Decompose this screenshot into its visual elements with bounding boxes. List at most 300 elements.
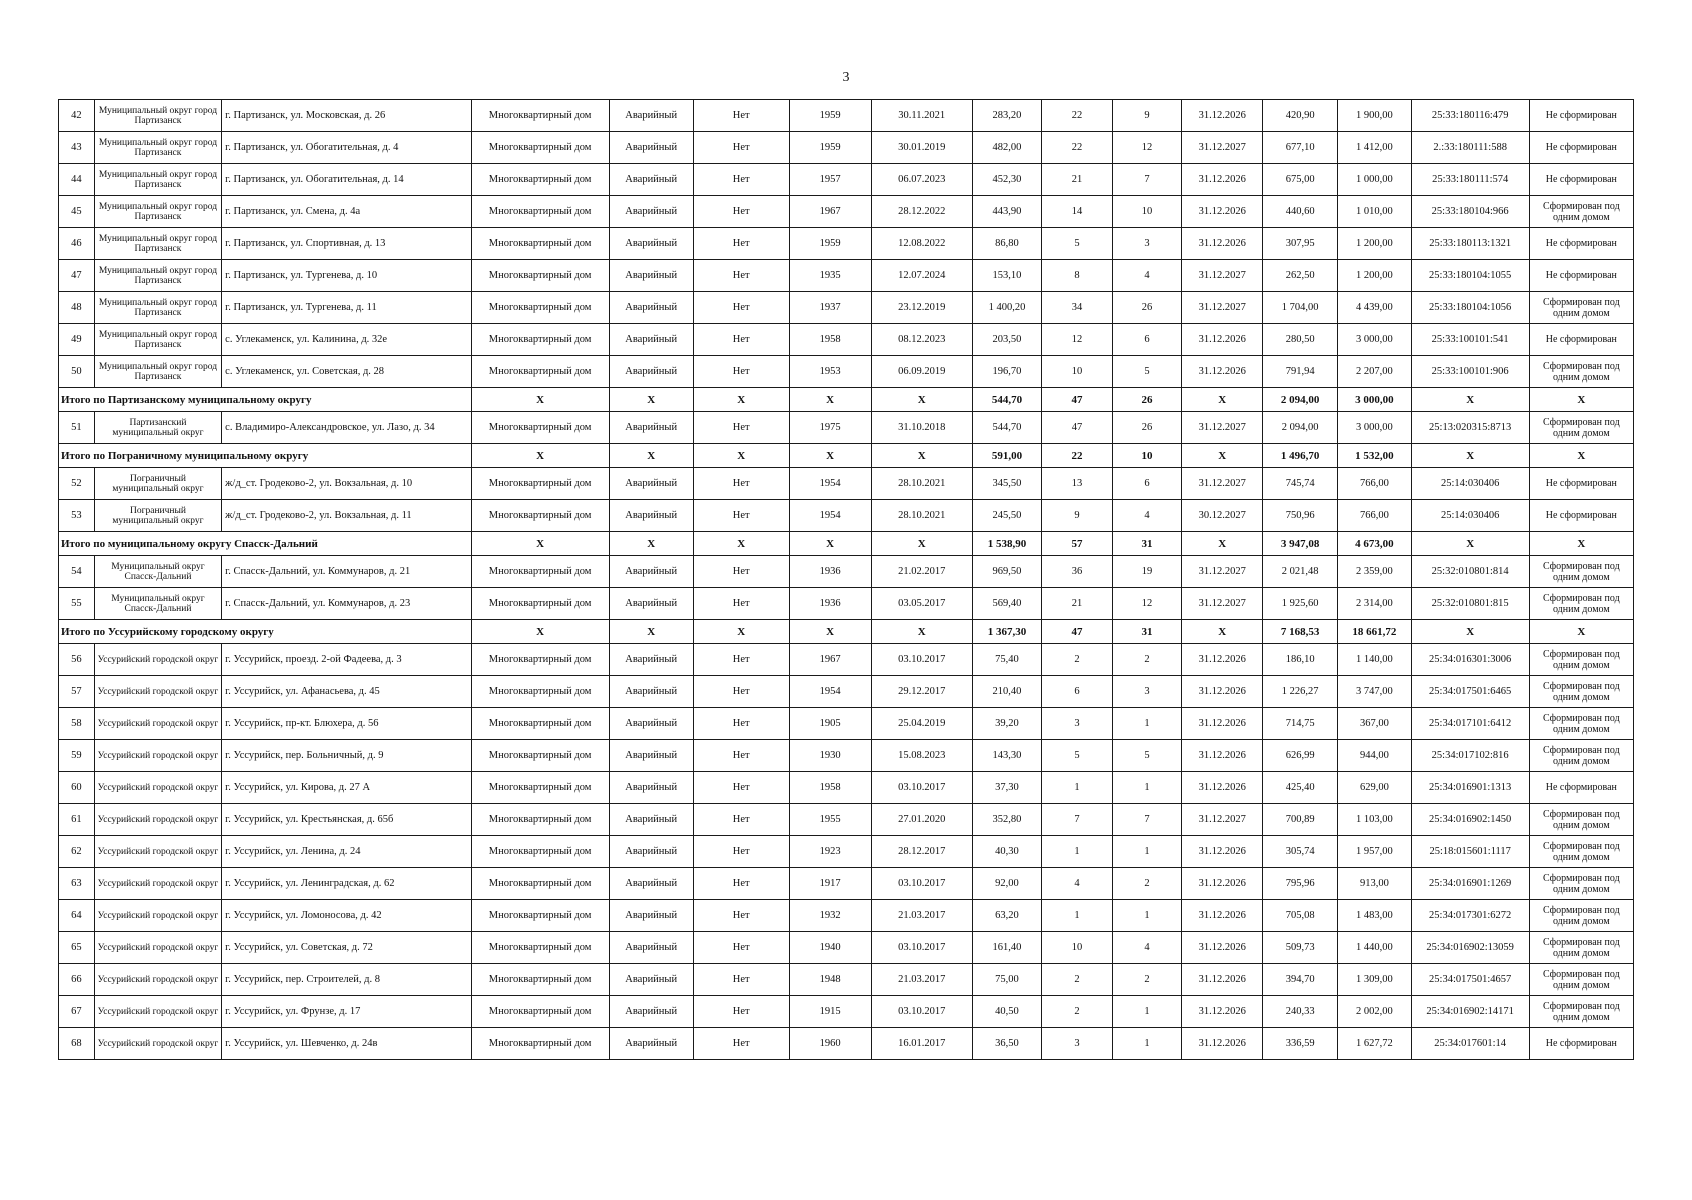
cell-planned-date: 31.12.2026 (1182, 356, 1263, 388)
cell-residents: 8 (1042, 260, 1113, 292)
subtotal-cadastral-x: X (1411, 620, 1529, 644)
cell-address: г. Партизанск, ул. Спортивная, д. 13 (222, 228, 472, 260)
cell-flag: Нет (693, 964, 789, 996)
cell-area-resettle: 305,74 (1263, 836, 1338, 868)
cell-area-resettle: 677,10 (1263, 132, 1338, 164)
cell-address: г. Уссурийск, ул. Ленина, д. 24 (222, 836, 472, 868)
subtotal-residents-total: 22 (1042, 444, 1113, 468)
cell-planned-date: 30.12.2027 (1182, 500, 1263, 532)
cell-recognition-date: 03.10.2017 (871, 644, 972, 676)
cell-municipality: Муниципальный округ город Партизанск (94, 324, 221, 356)
cell-apartments: 4 (1112, 500, 1181, 532)
cell-cost: 3 747,00 (1338, 676, 1412, 708)
cell-house-type: Многоквартирный дом (471, 740, 609, 772)
cell-address: г. Уссурийск, пер. Строителей, д. 8 (222, 964, 472, 996)
cell-address: г. Уссурийск, пер. Больничный, д. 9 (222, 740, 472, 772)
subtotal-flag-x: X (693, 532, 789, 556)
cell-recognition-date: 08.12.2023 (871, 324, 972, 356)
cell-address: г. Партизанск, ул. Смена, д. 4а (222, 196, 472, 228)
subtotal-date-x: X (871, 532, 972, 556)
cell-residents: 2 (1042, 996, 1113, 1028)
cell-year-built: 1954 (789, 676, 871, 708)
cell-house-type: Многоквартирный дом (471, 1028, 609, 1060)
cell-residents: 2 (1042, 644, 1113, 676)
cell-row-number: 62 (59, 836, 95, 868)
cell-cadastral-number: 25:32:010801:814 (1411, 556, 1529, 588)
cell-cost: 1 000,00 (1338, 164, 1412, 196)
cell-area-resettle: 307,95 (1263, 228, 1338, 260)
cell-condition: Аварийный (609, 292, 693, 324)
cell-recognition-date: 29.12.2017 (871, 676, 972, 708)
cell-cost: 944,00 (1338, 740, 1412, 772)
subtotal-area-resettle-total: 2 094,00 (1263, 388, 1338, 412)
cell-apartments: 6 (1112, 468, 1181, 500)
cell-residents: 10 (1042, 356, 1113, 388)
cell-cadastral-number: 25:13:020315:8713 (1411, 412, 1529, 444)
cell-area-resettle: 705,08 (1263, 900, 1338, 932)
cell-apartments: 12 (1112, 132, 1181, 164)
cell-condition: Аварийный (609, 324, 693, 356)
cell-row-number: 50 (59, 356, 95, 388)
cell-row-number: 54 (59, 556, 95, 588)
table-row (59, 260, 1634, 292)
cell-municipality: Муниципальный округ город Партизанск (94, 292, 221, 324)
cell-land-status: Сформирован под одним домом (1529, 900, 1633, 932)
cell-planned-date: 31.12.2026 (1182, 964, 1263, 996)
cell-address: г. Партизанск, ул. Тургенева, д. 10 (222, 260, 472, 292)
cell-cost: 3 000,00 (1338, 412, 1412, 444)
cell-condition: Аварийный (609, 964, 693, 996)
cell-residents: 1 (1042, 900, 1113, 932)
cell-cost: 2 359,00 (1338, 556, 1412, 588)
cell-planned-date: 31.12.2026 (1182, 868, 1263, 900)
subtotal-year-x: X (789, 444, 871, 468)
table-row (59, 468, 1634, 500)
subtotal-residents-total: 47 (1042, 388, 1113, 412)
cell-cost: 1 309,00 (1338, 964, 1412, 996)
table-row (59, 740, 1634, 772)
cell-area: 153,10 (972, 260, 1041, 292)
cell-apartments: 12 (1112, 588, 1181, 620)
cell-flag: Нет (693, 836, 789, 868)
cell-condition: Аварийный (609, 412, 693, 444)
table-row (59, 708, 1634, 740)
cell-municipality: Муниципальный округ Спасск-Дальний (94, 588, 221, 620)
cell-apartments: 2 (1112, 644, 1181, 676)
cell-row-number: 66 (59, 964, 95, 996)
page-number: 3 (842, 70, 850, 85)
cell-area: 40,30 (972, 836, 1041, 868)
cell-area: 544,70 (972, 412, 1041, 444)
cell-residents: 5 (1042, 228, 1113, 260)
table-row (59, 868, 1634, 900)
subtotal-apartments-total: 10 (1112, 444, 1181, 468)
cell-recognition-date: 25.04.2019 (871, 708, 972, 740)
cell-area-resettle: 714,75 (1263, 708, 1338, 740)
cell-cost: 1 103,00 (1338, 804, 1412, 836)
subtotal-residents-total: 47 (1042, 620, 1113, 644)
cell-recognition-date: 31.10.2018 (871, 412, 972, 444)
cell-cadastral-number: 25:34:016902:1450 (1411, 804, 1529, 836)
cell-area-resettle: 626,99 (1263, 740, 1338, 772)
subtotal-row (59, 444, 1634, 468)
cell-house-type: Многоквартирный дом (471, 708, 609, 740)
cell-address: г. Партизанск, ул. Московская, д. 26 (222, 100, 472, 132)
cell-house-type: Многоквартирный дом (471, 260, 609, 292)
subtotal-date-x: X (871, 620, 972, 644)
cell-flag: Нет (693, 772, 789, 804)
cell-cost: 1 200,00 (1338, 260, 1412, 292)
cell-address: г. Уссурийск, ул. Советская, д. 72 (222, 932, 472, 964)
cell-land-status: Сформирован под одним домом (1529, 588, 1633, 620)
cell-flag: Нет (693, 588, 789, 620)
cell-planned-date: 31.12.2026 (1182, 996, 1263, 1028)
subtotal-flag-x: X (693, 444, 789, 468)
cell-row-number: 52 (59, 468, 95, 500)
cell-flag: Нет (693, 356, 789, 388)
cell-address: г. Уссурийск, ул. Афанасьева, д. 45 (222, 676, 472, 708)
cell-land-status: Не сформирован (1529, 100, 1633, 132)
cell-land-status: Сформирован под одним домом (1529, 740, 1633, 772)
cell-municipality: Муниципальный округ город Партизанск (94, 196, 221, 228)
subtotal-cost-total: 4 673,00 (1338, 532, 1412, 556)
cell-cost: 1 900,00 (1338, 100, 1412, 132)
cell-apartments: 9 (1112, 100, 1181, 132)
cell-apartments: 1 (1112, 772, 1181, 804)
cell-condition: Аварийный (609, 836, 693, 868)
cell-cadastral-number: 25:14:030406 (1411, 468, 1529, 500)
cell-residents: 3 (1042, 708, 1113, 740)
table-row (59, 932, 1634, 964)
subtotal-plan-x: X (1182, 444, 1263, 468)
table-row (59, 100, 1634, 132)
cell-house-type: Многоквартирный дом (471, 644, 609, 676)
cell-residents: 5 (1042, 740, 1113, 772)
table-row (59, 292, 1634, 324)
cell-land-status: Сформирован под одним домом (1529, 676, 1633, 708)
cell-planned-date: 31.12.2026 (1182, 228, 1263, 260)
cell-residents: 36 (1042, 556, 1113, 588)
cell-address: г. Уссурийск, ул. Ленинградская, д. 62 (222, 868, 472, 900)
cell-planned-date: 31.12.2026 (1182, 100, 1263, 132)
cell-planned-date: 31.12.2026 (1182, 676, 1263, 708)
cell-cadastral-number: 25:34:016902:14171 (1411, 996, 1529, 1028)
cell-condition: Аварийный (609, 556, 693, 588)
cell-planned-date: 31.12.2027 (1182, 804, 1263, 836)
cell-planned-date: 31.12.2026 (1182, 932, 1263, 964)
cell-land-status: Не сформирован (1529, 132, 1633, 164)
cell-year-built: 1917 (789, 868, 871, 900)
cell-area-resettle: 262,50 (1263, 260, 1338, 292)
table-row (59, 356, 1634, 388)
cell-recognition-date: 28.10.2021 (871, 468, 972, 500)
cell-condition: Аварийный (609, 644, 693, 676)
cell-condition: Аварийный (609, 260, 693, 292)
cell-house-type: Многоквартирный дом (471, 676, 609, 708)
cell-municipality: Уссурийский городской округ (94, 932, 221, 964)
cell-planned-date: 31.12.2026 (1182, 164, 1263, 196)
cell-year-built: 1935 (789, 260, 871, 292)
cell-area-resettle: 394,70 (1263, 964, 1338, 996)
cell-residents: 21 (1042, 588, 1113, 620)
cell-land-status: Сформирован под одним домом (1529, 412, 1633, 444)
cell-area: 969,50 (972, 556, 1041, 588)
cell-row-number: 67 (59, 996, 95, 1028)
cell-municipality: Уссурийский городской округ (94, 1028, 221, 1060)
cell-row-number: 48 (59, 292, 95, 324)
table-row (59, 500, 1634, 532)
subtotal-plan-x: X (1182, 532, 1263, 556)
cell-year-built: 1905 (789, 708, 871, 740)
cell-cadastral-number: 25:34:017101:6412 (1411, 708, 1529, 740)
cell-planned-date: 31.12.2026 (1182, 324, 1263, 356)
cell-row-number: 68 (59, 1028, 95, 1060)
subtotal-label: Итого по Партизанскому муниципальному округу (59, 388, 472, 412)
cell-apartments: 3 (1112, 228, 1181, 260)
cell-year-built: 1940 (789, 932, 871, 964)
cell-flag: Нет (693, 132, 789, 164)
subtotal-cond-x: X (609, 620, 693, 644)
cell-house-type: Многоквартирный дом (471, 324, 609, 356)
cell-address: г. Партизанск, ул. Тургенева, д. 11 (222, 292, 472, 324)
cell-cadastral-number: 25:33:100101:906 (1411, 356, 1529, 388)
cell-planned-date: 31.12.2027 (1182, 556, 1263, 588)
cell-area-resettle: 280,50 (1263, 324, 1338, 356)
cell-recognition-date: 15.08.2023 (871, 740, 972, 772)
cell-municipality: Муниципальный округ Спасск-Дальний (94, 556, 221, 588)
cell-area: 203,50 (972, 324, 1041, 356)
cell-address: с. Углекаменск, ул. Калинина, д. 32е (222, 324, 472, 356)
cell-cadastral-number: 25:32:010801:815 (1411, 588, 1529, 620)
cell-land-status: Сформирован под одним домом (1529, 868, 1633, 900)
cell-address: г. Уссурийск, проезд. 2-ой Фадеева, д. 3 (222, 644, 472, 676)
cell-apartments: 4 (1112, 932, 1181, 964)
cell-cadastral-number: 25:34:016901:1313 (1411, 772, 1529, 804)
cell-residents: 22 (1042, 100, 1113, 132)
cell-condition: Аварийный (609, 932, 693, 964)
cell-house-type: Многоквартирный дом (471, 996, 609, 1028)
subtotal-plan-x: X (1182, 388, 1263, 412)
cell-land-status: Не сформирован (1529, 260, 1633, 292)
cell-house-type: Многоквартирный дом (471, 836, 609, 868)
subtotal-flag-x: X (693, 388, 789, 412)
subtotal-cadastral-x: X (1411, 388, 1529, 412)
subtotal-area-total: 1 538,90 (972, 532, 1041, 556)
cell-planned-date: 31.12.2026 (1182, 900, 1263, 932)
subtotal-area-total: 591,00 (972, 444, 1041, 468)
cell-area: 482,00 (972, 132, 1041, 164)
cell-area-resettle: 440,60 (1263, 196, 1338, 228)
cell-municipality: Уссурийский городской округ (94, 644, 221, 676)
cell-area-resettle: 336,59 (1263, 1028, 1338, 1060)
cell-cost: 766,00 (1338, 500, 1412, 532)
cell-year-built: 1975 (789, 412, 871, 444)
cell-planned-date: 31.12.2026 (1182, 644, 1263, 676)
cell-flag: Нет (693, 468, 789, 500)
cell-row-number: 49 (59, 324, 95, 356)
cell-year-built: 1959 (789, 228, 871, 260)
cell-condition: Аварийный (609, 356, 693, 388)
cell-condition: Аварийный (609, 1028, 693, 1060)
cell-address: г. Партизанск, ул. Обогатительная, д. 4 (222, 132, 472, 164)
cell-residents: 6 (1042, 676, 1113, 708)
cell-cost: 766,00 (1338, 468, 1412, 500)
cell-municipality: Уссурийский городской округ (94, 772, 221, 804)
cell-area-resettle: 1 704,00 (1263, 292, 1338, 324)
cell-land-status: Не сформирован (1529, 324, 1633, 356)
cell-apartments: 1 (1112, 900, 1181, 932)
cell-residents: 4 (1042, 868, 1113, 900)
subtotal-apartments-total: 31 (1112, 532, 1181, 556)
cell-recognition-date: 21.03.2017 (871, 964, 972, 996)
table-body (59, 100, 1634, 1060)
cell-area-resettle: 745,74 (1263, 468, 1338, 500)
subtotal-year-x: X (789, 620, 871, 644)
subtotal-cadastral-x: X (1411, 444, 1529, 468)
cell-municipality: Уссурийский городской округ (94, 996, 221, 1028)
cell-flag: Нет (693, 804, 789, 836)
cell-flag: Нет (693, 644, 789, 676)
cell-municipality: Уссурийский городской округ (94, 964, 221, 996)
cell-flag: Нет (693, 556, 789, 588)
cell-row-number: 59 (59, 740, 95, 772)
cell-municipality: Муниципальный округ город Партизанск (94, 164, 221, 196)
cell-house-type: Многоквартирный дом (471, 772, 609, 804)
cell-planned-date: 31.12.2026 (1182, 1028, 1263, 1060)
cell-cost: 1 412,00 (1338, 132, 1412, 164)
cell-recognition-date: 03.05.2017 (871, 588, 972, 620)
cell-address: ж/д_ст. Гродеково-2, ул. Вокзальная, д. 10 (222, 468, 472, 500)
cell-apartments: 26 (1112, 292, 1181, 324)
cell-condition: Аварийный (609, 100, 693, 132)
cell-cadastral-number: 25:34:017301:6272 (1411, 900, 1529, 932)
subtotal-label: Итого по муниципальному округу Спасск-Дальний (59, 532, 472, 556)
cell-municipality: Партизанский муниципальный округ (94, 412, 221, 444)
cell-residents: 1 (1042, 772, 1113, 804)
cell-flag: Нет (693, 228, 789, 260)
cell-apartments: 1 (1112, 836, 1181, 868)
subtotal-label: Итого по Уссурийскому городскому округу (59, 620, 472, 644)
cell-address: г. Спасск-Дальний, ул. Коммунаров, д. 21 (222, 556, 472, 588)
cell-area: 352,80 (972, 804, 1041, 836)
cell-apartments: 1 (1112, 1028, 1181, 1060)
cell-apartments: 19 (1112, 556, 1181, 588)
cell-land-status: Сформирован под одним домом (1529, 836, 1633, 868)
cell-apartments: 26 (1112, 412, 1181, 444)
cell-row-number: 45 (59, 196, 95, 228)
cell-cadastral-number: 25:33:180104:1055 (1411, 260, 1529, 292)
cell-residents: 10 (1042, 932, 1113, 964)
cell-cost: 1 200,00 (1338, 228, 1412, 260)
cell-area-resettle: 1 226,27 (1263, 676, 1338, 708)
cell-area: 210,40 (972, 676, 1041, 708)
cell-cost: 1 627,72 (1338, 1028, 1412, 1060)
table-row (59, 228, 1634, 260)
cell-municipality: Уссурийский городской округ (94, 708, 221, 740)
cell-area: 37,30 (972, 772, 1041, 804)
cell-apartments: 5 (1112, 740, 1181, 772)
subtotal-apartments-total: 31 (1112, 620, 1181, 644)
cell-land-status: Не сформирован (1529, 228, 1633, 260)
cell-flag: Нет (693, 676, 789, 708)
cell-cadastral-number: 25:34:016902:13059 (1411, 932, 1529, 964)
cell-cost: 1 957,00 (1338, 836, 1412, 868)
cell-planned-date: 31.12.2027 (1182, 292, 1263, 324)
cell-house-type: Многоквартирный дом (471, 588, 609, 620)
cell-year-built: 1932 (789, 900, 871, 932)
cell-area-resettle: 2 021,48 (1263, 556, 1338, 588)
table-row (59, 412, 1634, 444)
cell-cadastral-number: 25:34:017501:6465 (1411, 676, 1529, 708)
cell-row-number: 64 (59, 900, 95, 932)
cell-condition: Аварийный (609, 708, 693, 740)
cell-year-built: 1957 (789, 164, 871, 196)
cell-cost: 4 439,00 (1338, 292, 1412, 324)
cell-house-type: Многоквартирный дом (471, 292, 609, 324)
cell-year-built: 1953 (789, 356, 871, 388)
subtotal-row (59, 532, 1634, 556)
cell-year-built: 1936 (789, 556, 871, 588)
cell-recognition-date: 30.01.2019 (871, 132, 972, 164)
cell-flag: Нет (693, 708, 789, 740)
cell-area: 75,00 (972, 964, 1041, 996)
cell-area-resettle: 186,10 (1263, 644, 1338, 676)
cell-row-number: 53 (59, 500, 95, 532)
cell-land-status: Не сформирован (1529, 164, 1633, 196)
cell-area: 40,50 (972, 996, 1041, 1028)
subtotal-cond-x: X (609, 444, 693, 468)
subtotal-area-total: 1 367,30 (972, 620, 1041, 644)
cell-recognition-date: 28.12.2022 (871, 196, 972, 228)
cell-recognition-date: 27.01.2020 (871, 804, 972, 836)
cell-cost: 2 207,00 (1338, 356, 1412, 388)
cell-area-resettle: 795,96 (1263, 868, 1338, 900)
cell-area: 196,70 (972, 356, 1041, 388)
cell-municipality: Уссурийский городской округ (94, 836, 221, 868)
subtotal-cadastral-x: X (1411, 532, 1529, 556)
cell-house-type: Многоквартирный дом (471, 900, 609, 932)
cell-flag: Нет (693, 100, 789, 132)
cell-municipality: Уссурийский городской округ (94, 740, 221, 772)
subtotal-year-x: X (789, 388, 871, 412)
cell-flag: Нет (693, 740, 789, 772)
cell-apartments: 10 (1112, 196, 1181, 228)
cell-area-resettle: 420,90 (1263, 100, 1338, 132)
cell-residents: 9 (1042, 500, 1113, 532)
cell-land-status: Сформирован под одним домом (1529, 356, 1633, 388)
cell-cadastral-number: 25:14:030406 (1411, 500, 1529, 532)
table-row (59, 132, 1634, 164)
cell-planned-date: 31.12.2027 (1182, 260, 1263, 292)
table-row (59, 996, 1634, 1028)
cell-house-type: Многоквартирный дом (471, 804, 609, 836)
cell-area: 36,50 (972, 1028, 1041, 1060)
cell-cadastral-number: 25:33:180111:574 (1411, 164, 1529, 196)
subtotal-date-x: X (871, 388, 972, 412)
cell-apartments: 2 (1112, 868, 1181, 900)
cell-row-number: 58 (59, 708, 95, 740)
cell-cost: 629,00 (1338, 772, 1412, 804)
subtotal-kind-x: X (471, 444, 609, 468)
cell-recognition-date: 12.07.2024 (871, 260, 972, 292)
cell-row-number: 47 (59, 260, 95, 292)
cell-condition: Аварийный (609, 588, 693, 620)
cell-area-resettle: 2 094,00 (1263, 412, 1338, 444)
cell-recognition-date: 28.12.2017 (871, 836, 972, 868)
cell-condition: Аварийный (609, 228, 693, 260)
cell-apartments: 1 (1112, 708, 1181, 740)
subtotal-cond-x: X (609, 388, 693, 412)
